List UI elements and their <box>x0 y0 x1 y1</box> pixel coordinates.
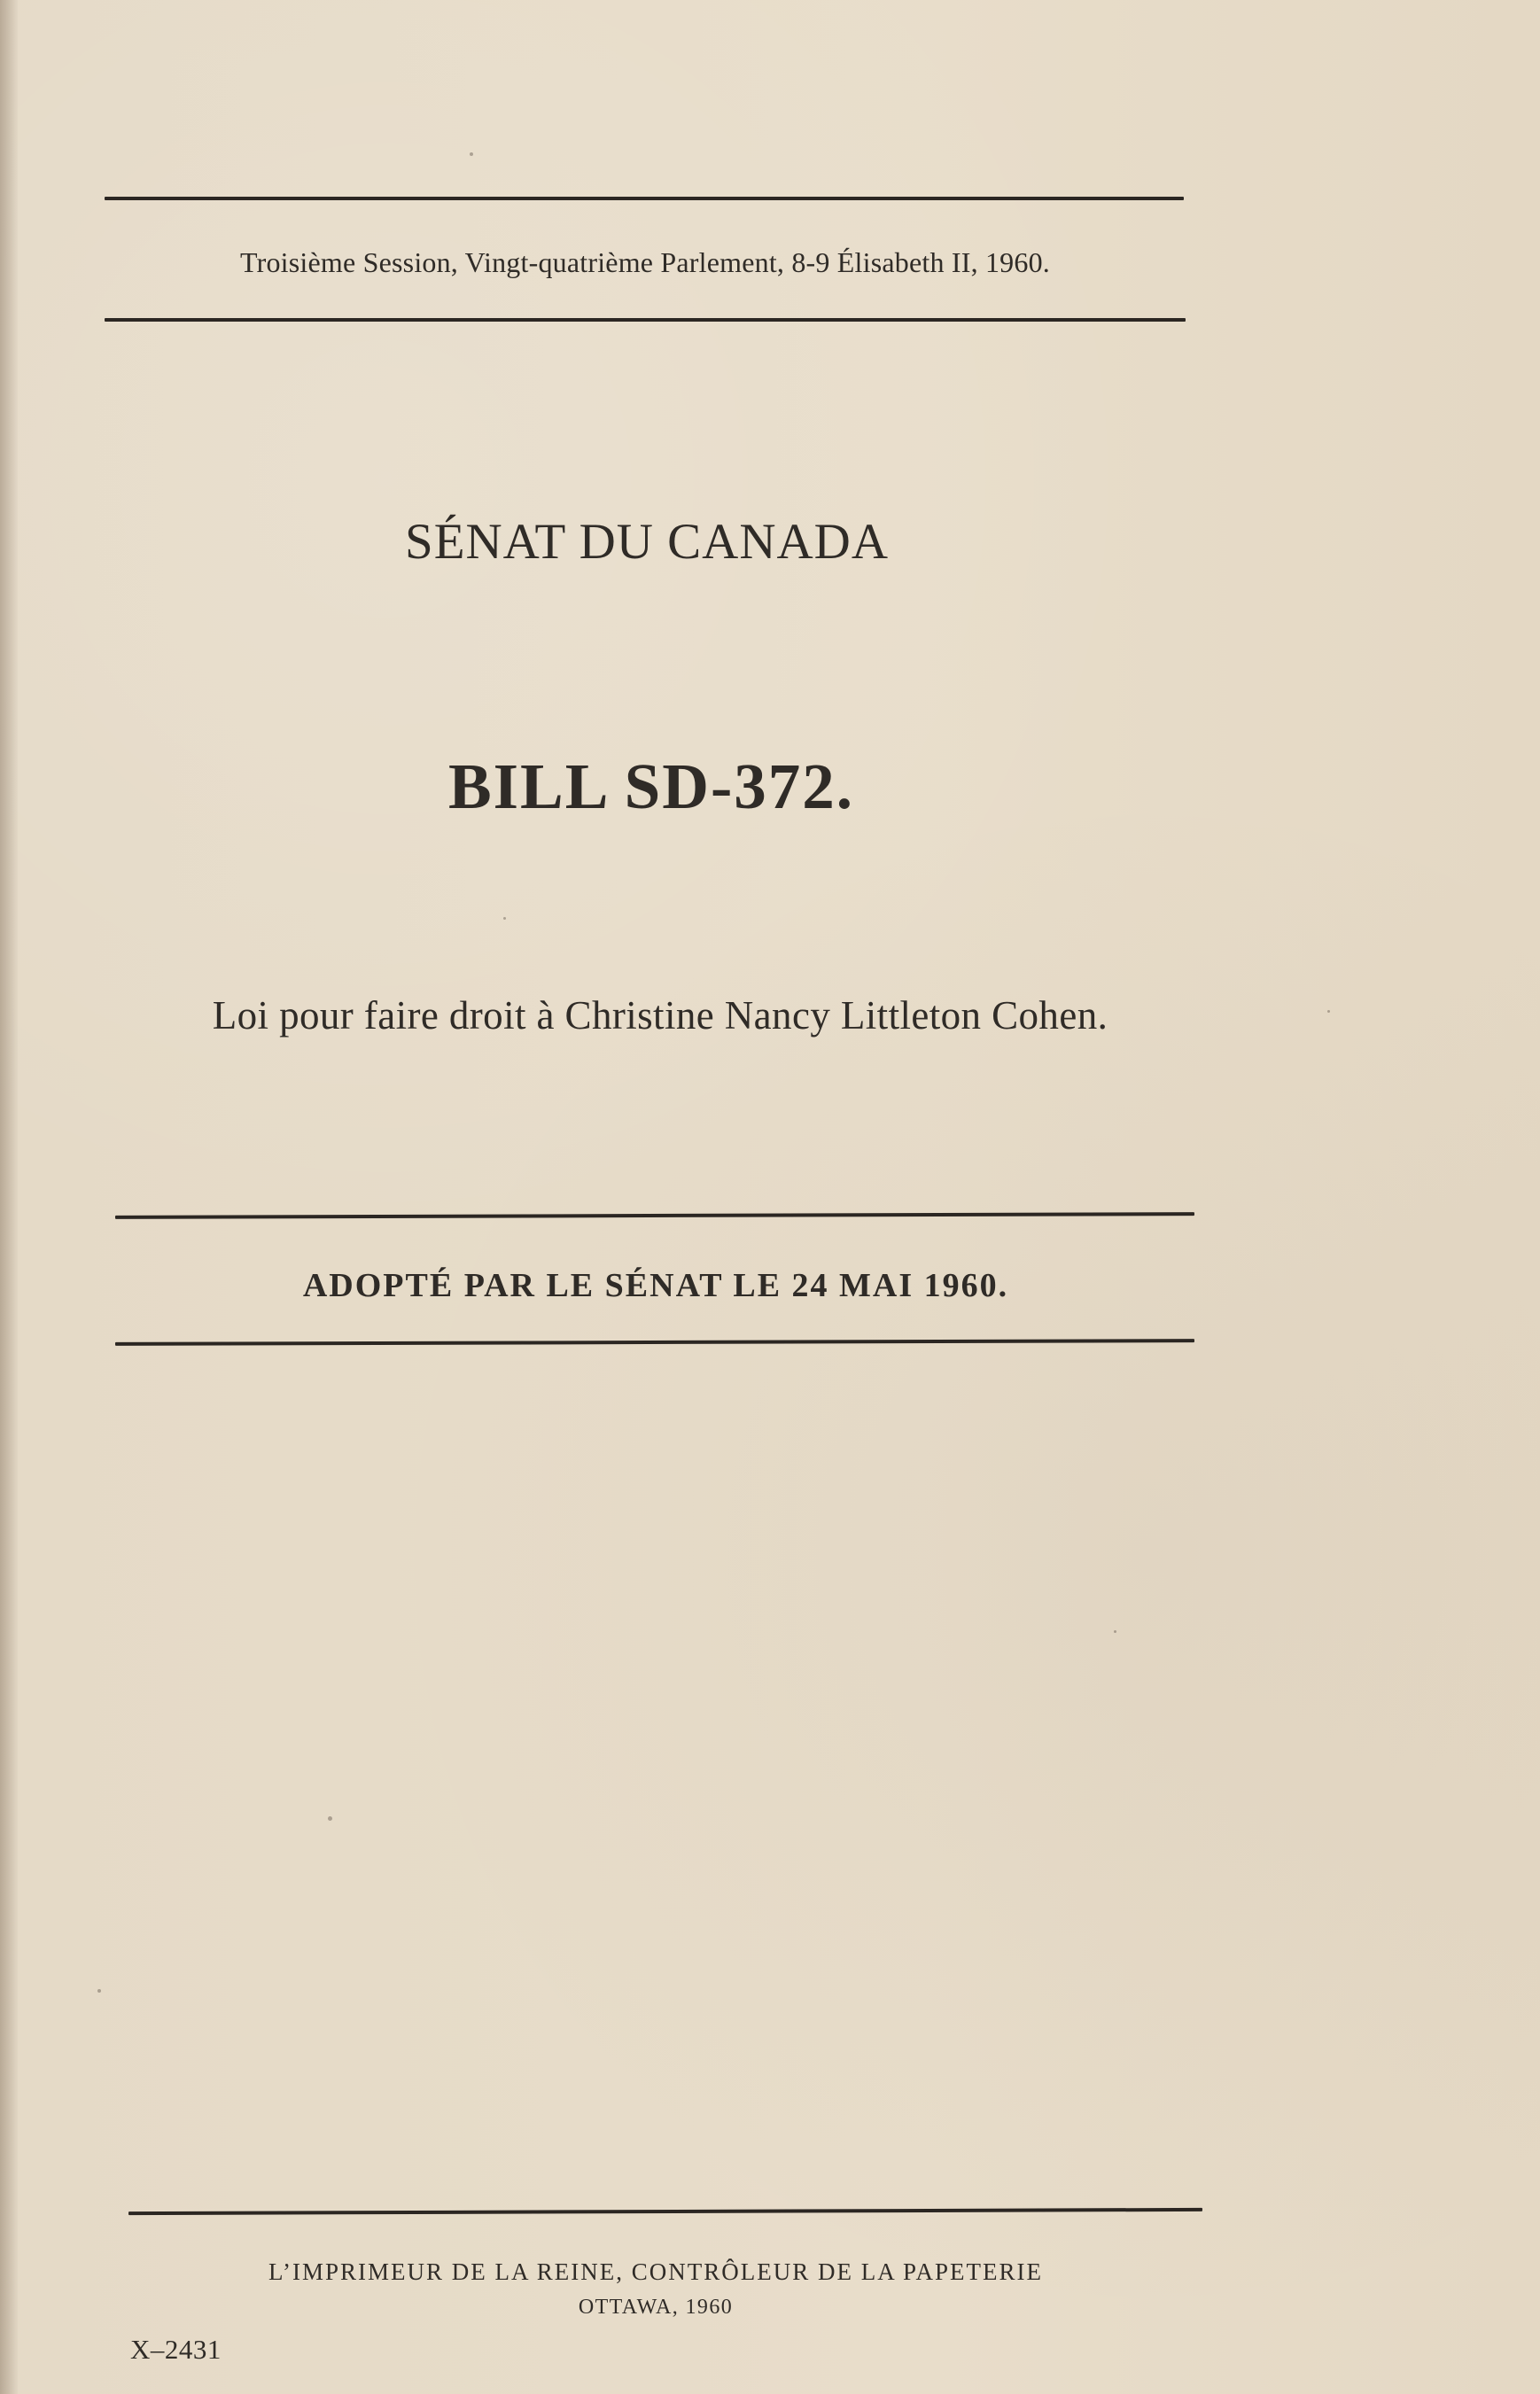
top-rule-upper <box>105 197 1184 200</box>
top-rule-lower <box>105 318 1186 322</box>
paper-speck <box>1114 1630 1116 1633</box>
paper-speck <box>328 1816 332 1821</box>
printer-location-date: OTTAWA, 1960 <box>578 2296 734 2319</box>
adopted-rule-lower <box>115 1339 1194 1346</box>
page-edge-shadow <box>0 0 18 2394</box>
printer-rule <box>128 2208 1202 2215</box>
document-code: X–2431 <box>130 2334 222 2365</box>
paper-speck <box>97 1989 101 1993</box>
adoption-statement: ADOPTÉ PAR LE SÉNAT LE 24 MAI 1960. <box>302 1267 1009 1304</box>
paper-speck <box>503 917 506 920</box>
bill-title: Loi pour faire droit à Christine Nancy Littleton Cohen. <box>212 993 1108 1038</box>
adopted-rule-upper <box>115 1212 1194 1219</box>
bill-number: BILL SD-372. <box>447 750 855 822</box>
paper-speck <box>1327 1010 1330 1013</box>
paper-speck <box>470 152 473 156</box>
senate-heading: SÉNAT DU CANADA <box>405 514 889 570</box>
printer-name: L’IMPRIMEUR DE LA REINE, CONTRÔLEUR DE LA PAPETERIE <box>268 2258 1044 2285</box>
session-header: Troisième Session, Vingt-quatrième Parlement, 8-9 Élisabeth II, 1960. <box>240 246 1050 278</box>
